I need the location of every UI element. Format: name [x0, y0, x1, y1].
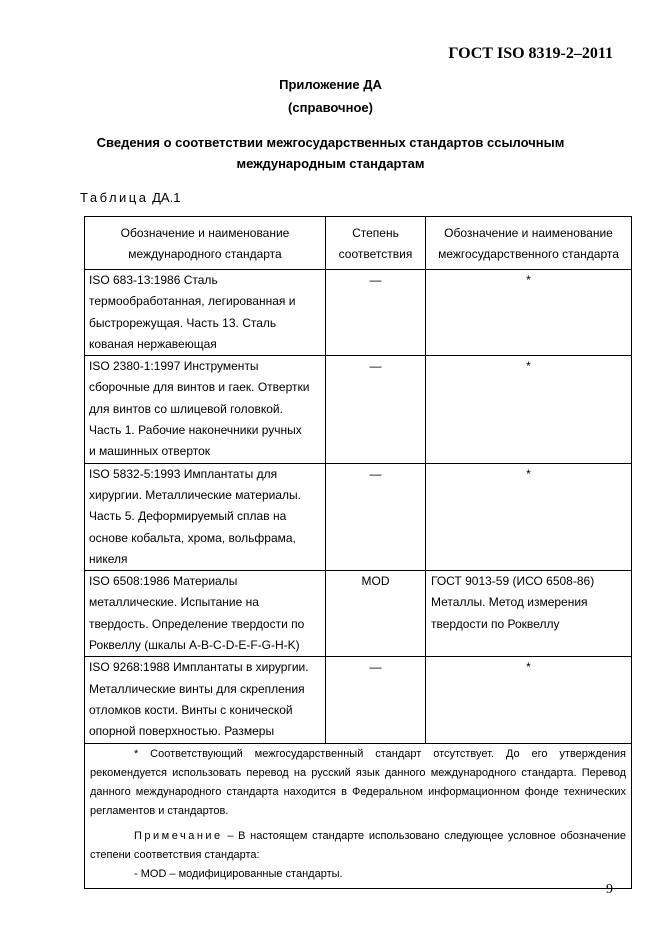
- section-title-line-1: Сведения о соответствии межгосударственных стандартов ссылочным: [96, 135, 565, 150]
- cell-line: опорной поверхностью. Размеры: [89, 724, 275, 739]
- cell-interstate-standard: *: [426, 463, 632, 570]
- header-intl-line-2: международного стандарта: [128, 246, 282, 261]
- section-title: [0, 132, 661, 174]
- cell-degree: —: [326, 356, 426, 463]
- cell-degree: —: [326, 463, 426, 570]
- header-interstate-line-1: Обозначение и наименование: [444, 225, 613, 240]
- annex-subtitle: (справочное): [288, 100, 373, 115]
- correspondence-table: [84, 216, 632, 889]
- cell-line: Металлы. Метод измерения: [431, 595, 588, 610]
- cell-interstate-standard: *: [426, 356, 632, 463]
- cell-interstate-standard: *: [426, 270, 632, 356]
- cell-intl-standard: [85, 270, 326, 356]
- document-code: ГОСТ ISO 8319-2–2011: [448, 45, 613, 62]
- cell-line: металлические. Испытание на: [89, 595, 259, 610]
- header-degree-line-2: соответствия: [338, 246, 413, 261]
- table-caption-number: ДА.1: [152, 190, 181, 205]
- cell-line: Часть 5. Деформируемый сплав на: [89, 509, 287, 524]
- table-notes-row: [85, 743, 632, 888]
- cell-line: Металлические винты для скрепления: [89, 681, 305, 696]
- table-header-row: [85, 217, 632, 270]
- cell-line: хирургии. Металлические материалы.: [89, 487, 301, 502]
- table-caption: [80, 190, 180, 205]
- cell-intl-standard: [85, 657, 326, 743]
- table-caption-word: Таблица: [80, 190, 149, 205]
- cell-line: быстрорежущая. Часть 13. Сталь: [89, 315, 277, 330]
- annex-title: Приложение ДА: [279, 77, 382, 92]
- cell-degree: —: [326, 270, 426, 356]
- header-interstate-standard: [426, 217, 632, 270]
- cell-line: никеля: [89, 551, 128, 566]
- cell-intl-standard: [85, 571, 326, 657]
- note-label: Примечание: [134, 829, 223, 842]
- cell-line: ISO 6508:1986 Материалы: [89, 574, 238, 589]
- table-footnote: * Соответствующий межгосударственный стандарт отсутствует. До его утверждения рекомендуется использовать перевод на русский язык данного международного стандарта. Перевод данного международного стандарта находится в Федеральном информационном фонде технических регламентов и стандартов.: [90, 747, 626, 817]
- table-row: [85, 270, 632, 356]
- cell-line: ISO 5832-5:1993 Имплантаты для: [89, 466, 278, 481]
- cell-line: основе кобальта, хрома, вольфрама,: [89, 530, 296, 545]
- header-degree-line-1: Степень: [352, 225, 399, 240]
- cell-interstate-standard: *: [426, 657, 632, 743]
- cell-degree: —: [326, 657, 426, 743]
- cell-line: ISO 2380-1:1997 Инструменты: [89, 359, 259, 374]
- note-text: – В настоящем стандарте использовано следующее условное обозначение степени соответствия стандарта:: [90, 829, 626, 861]
- cell-line: ISO 683-13:1986 Сталь: [89, 273, 218, 287]
- cell-line: и машинных отверток: [89, 444, 211, 459]
- table-note: [90, 827, 626, 865]
- cell-line: твердости по Роквеллу: [431, 616, 560, 631]
- cell-line: для винтов со шлицевой головкой.: [89, 401, 283, 416]
- page-number: 9: [606, 882, 613, 897]
- cell-degree: MOD: [326, 571, 426, 657]
- header-intl-standard: [85, 217, 326, 270]
- table-row: [85, 571, 632, 657]
- cell-line: ГОСТ 9013-59 (ИСО 6508-86): [431, 574, 595, 589]
- cell-line: твердость. Определение твердости по: [89, 616, 305, 631]
- table-row: [85, 356, 632, 463]
- cell-line: Роквеллу (шкалы A-B-C-D-E-F-G-H-K): [89, 638, 300, 653]
- cell-intl-standard: [85, 463, 326, 570]
- cell-line: сборочные для винтов и гаек. Отвертки: [89, 380, 310, 395]
- section-title-line-2: международным стандартам: [236, 156, 425, 171]
- table-row: [85, 657, 632, 743]
- header-degree: [326, 217, 426, 270]
- cell-line: Часть 1. Рабочие наконечники ручных: [89, 423, 302, 438]
- table-notes: [85, 743, 632, 888]
- table-row: [85, 463, 632, 570]
- cell-line: ISO 9268:1988 Имплантаты в хирургии.: [89, 660, 309, 675]
- cell-line: отломков кости. Винты с конической: [89, 702, 293, 717]
- header-interstate-line-2: межгосударственного стандарта: [438, 246, 619, 261]
- cell-interstate-standard: [426, 571, 632, 657]
- cell-intl-standard: [85, 356, 326, 463]
- note-item: - MOD – модифицированные стандарты.: [134, 867, 343, 880]
- header-intl-line-1: Обозначение и наименование: [120, 225, 290, 240]
- cell-line: кованая нержавеющая: [89, 336, 217, 351]
- cell-line: термообработанная, легированная и: [89, 294, 296, 309]
